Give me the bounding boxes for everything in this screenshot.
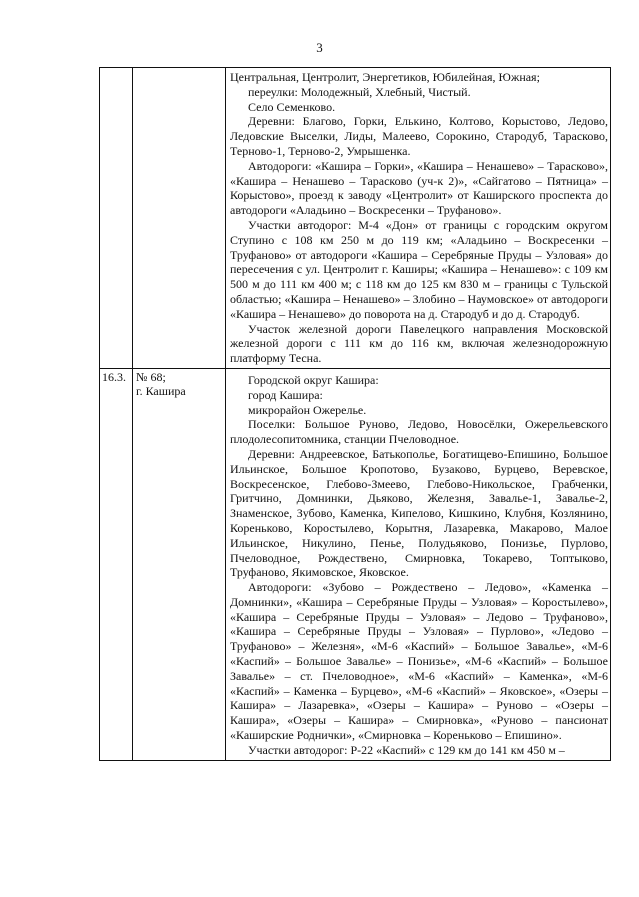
district-cell — [133, 68, 226, 369]
row-number-cell — [100, 368, 133, 760]
description-paragraph: Автодороги: «Кашира – Горки», «Кашира – Ненашево» – Тарасково», «Кашира – Ненашево – Тарасково (уч-к 2)», «Сайгатово – Пятница» – Корыстово», проезд к заводу «Центролит» от Каширского проспекта до автодороги «Аладьино – Воскресенки – Труфаново». — [230, 158, 608, 218]
description-paragraph: Городской округ Кашира: — [248, 372, 379, 387]
territory-description-cell — [226, 368, 611, 760]
district-cell — [133, 368, 226, 760]
description-paragraph: Участки автодорог: М-4 «Дон» от границы с городским округом Ступино с 108 км 250 м до 119 км; «Аладьино – Воскресенки – Труфаново» от автодороги «Кашира – Серебряные Пруды – Узловая» до пересечения с ул. Центролит г. Каширы; «Кашира – Ненашево»: с 109 км 500 м до 111 км 400 м; с 118 км до 125 км 830 м – границы с Тульской областью; «Кашира – Ненашево» – Злобино – Наумовское» от автодороги «Кашира – Ненашево» до поворота на д. Стародуб и до д. Стародуб. — [230, 217, 608, 321]
territory-description-cell — [226, 68, 611, 369]
district-line: г. Кашира — [136, 384, 186, 399]
description-paragraph: Участки автодорог: Р-22 «Каспий» с 129 км до 141 км 450 м – — [248, 742, 565, 757]
description-paragraph: город Кашира: — [248, 387, 323, 402]
description-paragraph: переулки: Молодежный, Хлебный, Чистый. — [248, 84, 471, 99]
page-number: 3 — [316, 40, 323, 55]
table-row — [100, 68, 611, 369]
district-table — [99, 67, 611, 761]
table-row — [100, 368, 611, 760]
description-paragraph: Центральная, Центролит, Энергетиков, Юбилейная, Южная; — [230, 70, 540, 84]
district-line: № 68; — [136, 369, 166, 384]
description-paragraph: Участок железной дороги Павелецкого направления Московской железной дороги с 111 км до 116 км, включая железнодорожную платформу Тесна. — [230, 321, 608, 366]
description-paragraph: Село Семенково. — [248, 99, 336, 114]
row-number: 16.3. — [102, 369, 126, 384]
description-paragraph: Деревни: Андреевское, Батькополье, Богатищево-Епишино, Большое Ильинское, Большое Кропотово, Бузаково, Бурцево, Веревское, Воскресенское, Глебово-Змеево, Глебово-Никольское, Грабченки, Гритчино, Домнинки, Дьяково, Железня, Завалье-1, Завалье-2, Знаменское, Зубово, Каменка, Кипелово, Кишкино, Клубня, Козлянино, Кореньково, Коростылево, Корытня, Лазаревка, Макарово, Малое Ильинское, Никулино, Пеньe, Полудьяково, Понизье, Пурлово, Пчеловодное, Рождествено, Смирновка, Токарево, Топтыково, Труфаново, Якимовское, Яковское. — [230, 446, 608, 580]
description-paragraph: Деревни: Благово, Горки, Елькино, Колтово, Корыстово, Ледово, Ледовские Выселки, Лиды, Малеево, Сорокино, Стародуб, Тарасково, Терново-1, Терново-2, Умрышенка. — [230, 114, 608, 158]
description-paragraph: микрорайон Ожерелье. — [248, 402, 367, 417]
description-paragraph: Автодороги: «Зубово – Рождествено – Ледово», «Каменка – Домнинки», «Кашира – Серебряные Пруды – Узловая» – Коростылево», «Кашира – Серебряные Пруды – Узловая» – Ледово – Труфаново», «Кашира – Серебряные Пруды – Узловая» – Пурлово», «Ледово – Труфаново» – Железня», «М-6 «Каспий» – Большое Завалье», «М-6 «Каспий» – Большое Завалье» – Понизье», «М-6 «Каспий» – Большое Завалье» – ст. Пчеловодное», «М-6 «Каспий» – Каменка», «М-6 «Каспий» – Каменка – Бурцево», «М-6 «Каспий» – Яковское», «Озеры – Кашира» – Лазаревка», «Озеры – Кашира» – Руново – «Озеры – Кашира», «Озеры – Кашира» – Смирновка», «Руново – пансионат «Каширские Роднички», «Смирновка – Кореньково – Епишино». — [230, 580, 608, 743]
description-paragraph: Поселки: Большое Руново, Ледово, Новосёлки, Ожерельевского плодолесопитомника, станции Пчеловодное. — [230, 417, 608, 447]
row-number-cell — [100, 68, 133, 369]
